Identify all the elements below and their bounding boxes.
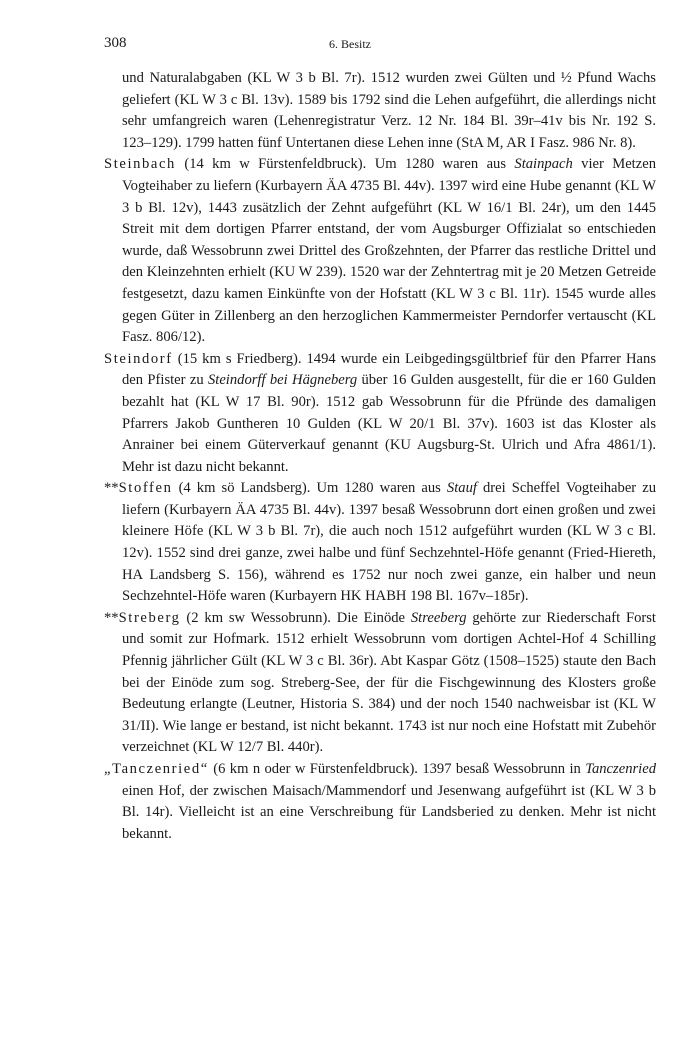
italic-place-name: Tanczenried	[585, 761, 656, 777]
body-text	[104, 68, 656, 845]
text-run: über 16 Gulden ausgestellt, für die er 160 Gulden bezahlt hat (KL W 17 Bl. 90r). 1512 gab Wessobrunn für die Pfründe des damaligen Pfarrers Jakob Guntheren 10 Gulden (KL W 20/1 Bl. 37v). 1603 ist das Kloster als Anrainer bei einem Güterverkauf genannt (KU Augsburg-St. Ulrich und Afra 4861/1). Mehr ist dazu nicht bekannt.	[122, 372, 656, 475]
running-head: 6. Besitz	[329, 37, 371, 51]
italic-place-name: Stauf	[446, 480, 477, 497]
text-run: (15 km s Friedberg). 1494 wurde ein Leibgedingsgültbrief für den Pfarrer Hans den Pfister zu	[122, 350, 656, 389]
entry-heading: Streberg	[118, 609, 181, 626]
entry-paragraph-continued	[104, 68, 656, 154]
entry-heading: Stoffen	[118, 480, 173, 497]
entry-prefix-marker: **	[104, 480, 119, 497]
page-number: 308	[104, 35, 127, 51]
entry-paragraph-tanczenried	[104, 759, 656, 845]
text-run: drei Scheffel Vogteihaber zu liefern (Kurbayern ÄA 4735 Bl. 44v). 1397 besaß Wessobrunn dort einen großen und zwei kleinere Höfe (KL W 3 b Bl. 7r), die auch noch 1512 aufgeführt wurden (KL W 3 c Bl. 12v). 1552 sind drei ganze, zwei halbe und fünf Sechzehntel-Höfe genannt (Fried-Hiereth, HA Landsberg S. 156), während es 1752 nur noch zwei ganze, ein halber und neun Sechzehntel-Höfe waren (Kurbayern HK HABH 198 Bl. 167v–185r).	[122, 480, 656, 605]
text-run: (6 km n oder w Fürstenfeldbruck). 1397 besaß Wessobrunn in	[208, 761, 586, 777]
text-run: vier Metzen Vogteihaber zu liefern (Kurbayern ÄA 4735 Bl. 44v). 1397 wird eine Hube genannt (KL W 3 b Bl. 12v), 1443 zusätzlich der Zehnt aufgeführt (KL W 16/1 Bl. 24r), um den 1445 Streit mit dem dortigen Pfarrer entstand, der vom Augsburger Offizialat so entschieden wurde, daß Wessobrunn zwei Drittel des Großzehnten, der Pfarrer das restliche Drittel und den Kleinzehnten erhielt (KU W 239). 1520 war der Zehntertrag mit je 20 Metzen Getreide festgesetzt, dazu kamen Einkünfte von der Hofstatt (KL W 3 c Bl. 11r). 1545 wurde alles gegen Güter in Zillenberg an den herzoglichen Kammermeister Perndorfer vertauscht (KL Fasz. 806/12).	[122, 156, 656, 346]
entry-paragraph-streberg	[104, 608, 656, 759]
entry-heading: „Tanczenried“	[104, 761, 209, 777]
italic-place-name: Streeberg	[410, 609, 467, 626]
entry-heading: Steinbach	[104, 156, 176, 173]
text-run: (2 km sw Wessobrunn). Die Einöde	[180, 609, 411, 626]
entry-paragraph-steinbach	[104, 154, 656, 348]
text-run: einen Hof, der zwischen Maisach/Mammendorf und Jesenwang aufgeführt ist (KL W 3 b Bl. 14r). Vielleicht ist an eine Verschreibung für Landsberied zu denken. Mehr ist nicht bekannt.	[122, 782, 656, 842]
entry-prefix-marker: **	[104, 609, 119, 626]
italic-place-name: Steindorff bei Hägneberg	[207, 372, 358, 389]
entry-paragraph-steindorf	[104, 349, 656, 479]
entry-heading: Steindorf	[104, 350, 173, 367]
text-run: und Naturalabgaben (KL W 3 b Bl. 7r). 1512 wurden zwei Gülten und ½ Pfund Wachs geliefert (KL W 3 c Bl. 13v). 1589 bis 1792 sind die Lehen aufgeführt, die allerdings nicht sehr umfangreich waren (Lehenregistratur Verz. 12 Nr. 184 Bl. 39r–41v bis Nr. 192 S. 123–129). 1799 hatten fünf Untertanen diese Lehen inne (StA M, AR I Fasz. 986 Nr. 8).	[122, 70, 656, 151]
entry-paragraph-stoffen	[104, 478, 656, 608]
text-run: (4 km sö Landsberg). Um 1280 waren aus	[172, 480, 447, 497]
text-run: (14 km w Fürstenfeldbruck). Um 1280 waren aus	[175, 156, 515, 173]
italic-place-name: Stainpach	[514, 156, 573, 173]
text-run: gehörte zur Riederschaft Forst und somit zur Hofmark. 1512 erhielt Wessobrunn vom dortigen Achtel-Hof 4 Schilling Pfennig jährlicher Gült (KL W 3 c Bl. 36r). Abt Kaspar Götz (1508–1525) staute den Bach bei der Einöde zum sog. Streberg-See, der für die Fischgewinnung des Klosters große Bedeutung erlangte (Leutner, Historia S. 384) und der noch 1540 nachweisbar ist (KL W 31/II). Wie lange er bestand, ist nicht bekannt. 1743 ist nur noch eine Hofstatt mit Zubehör verzeichnet (KL W 12/7 Bl. 440r).	[122, 609, 656, 756]
